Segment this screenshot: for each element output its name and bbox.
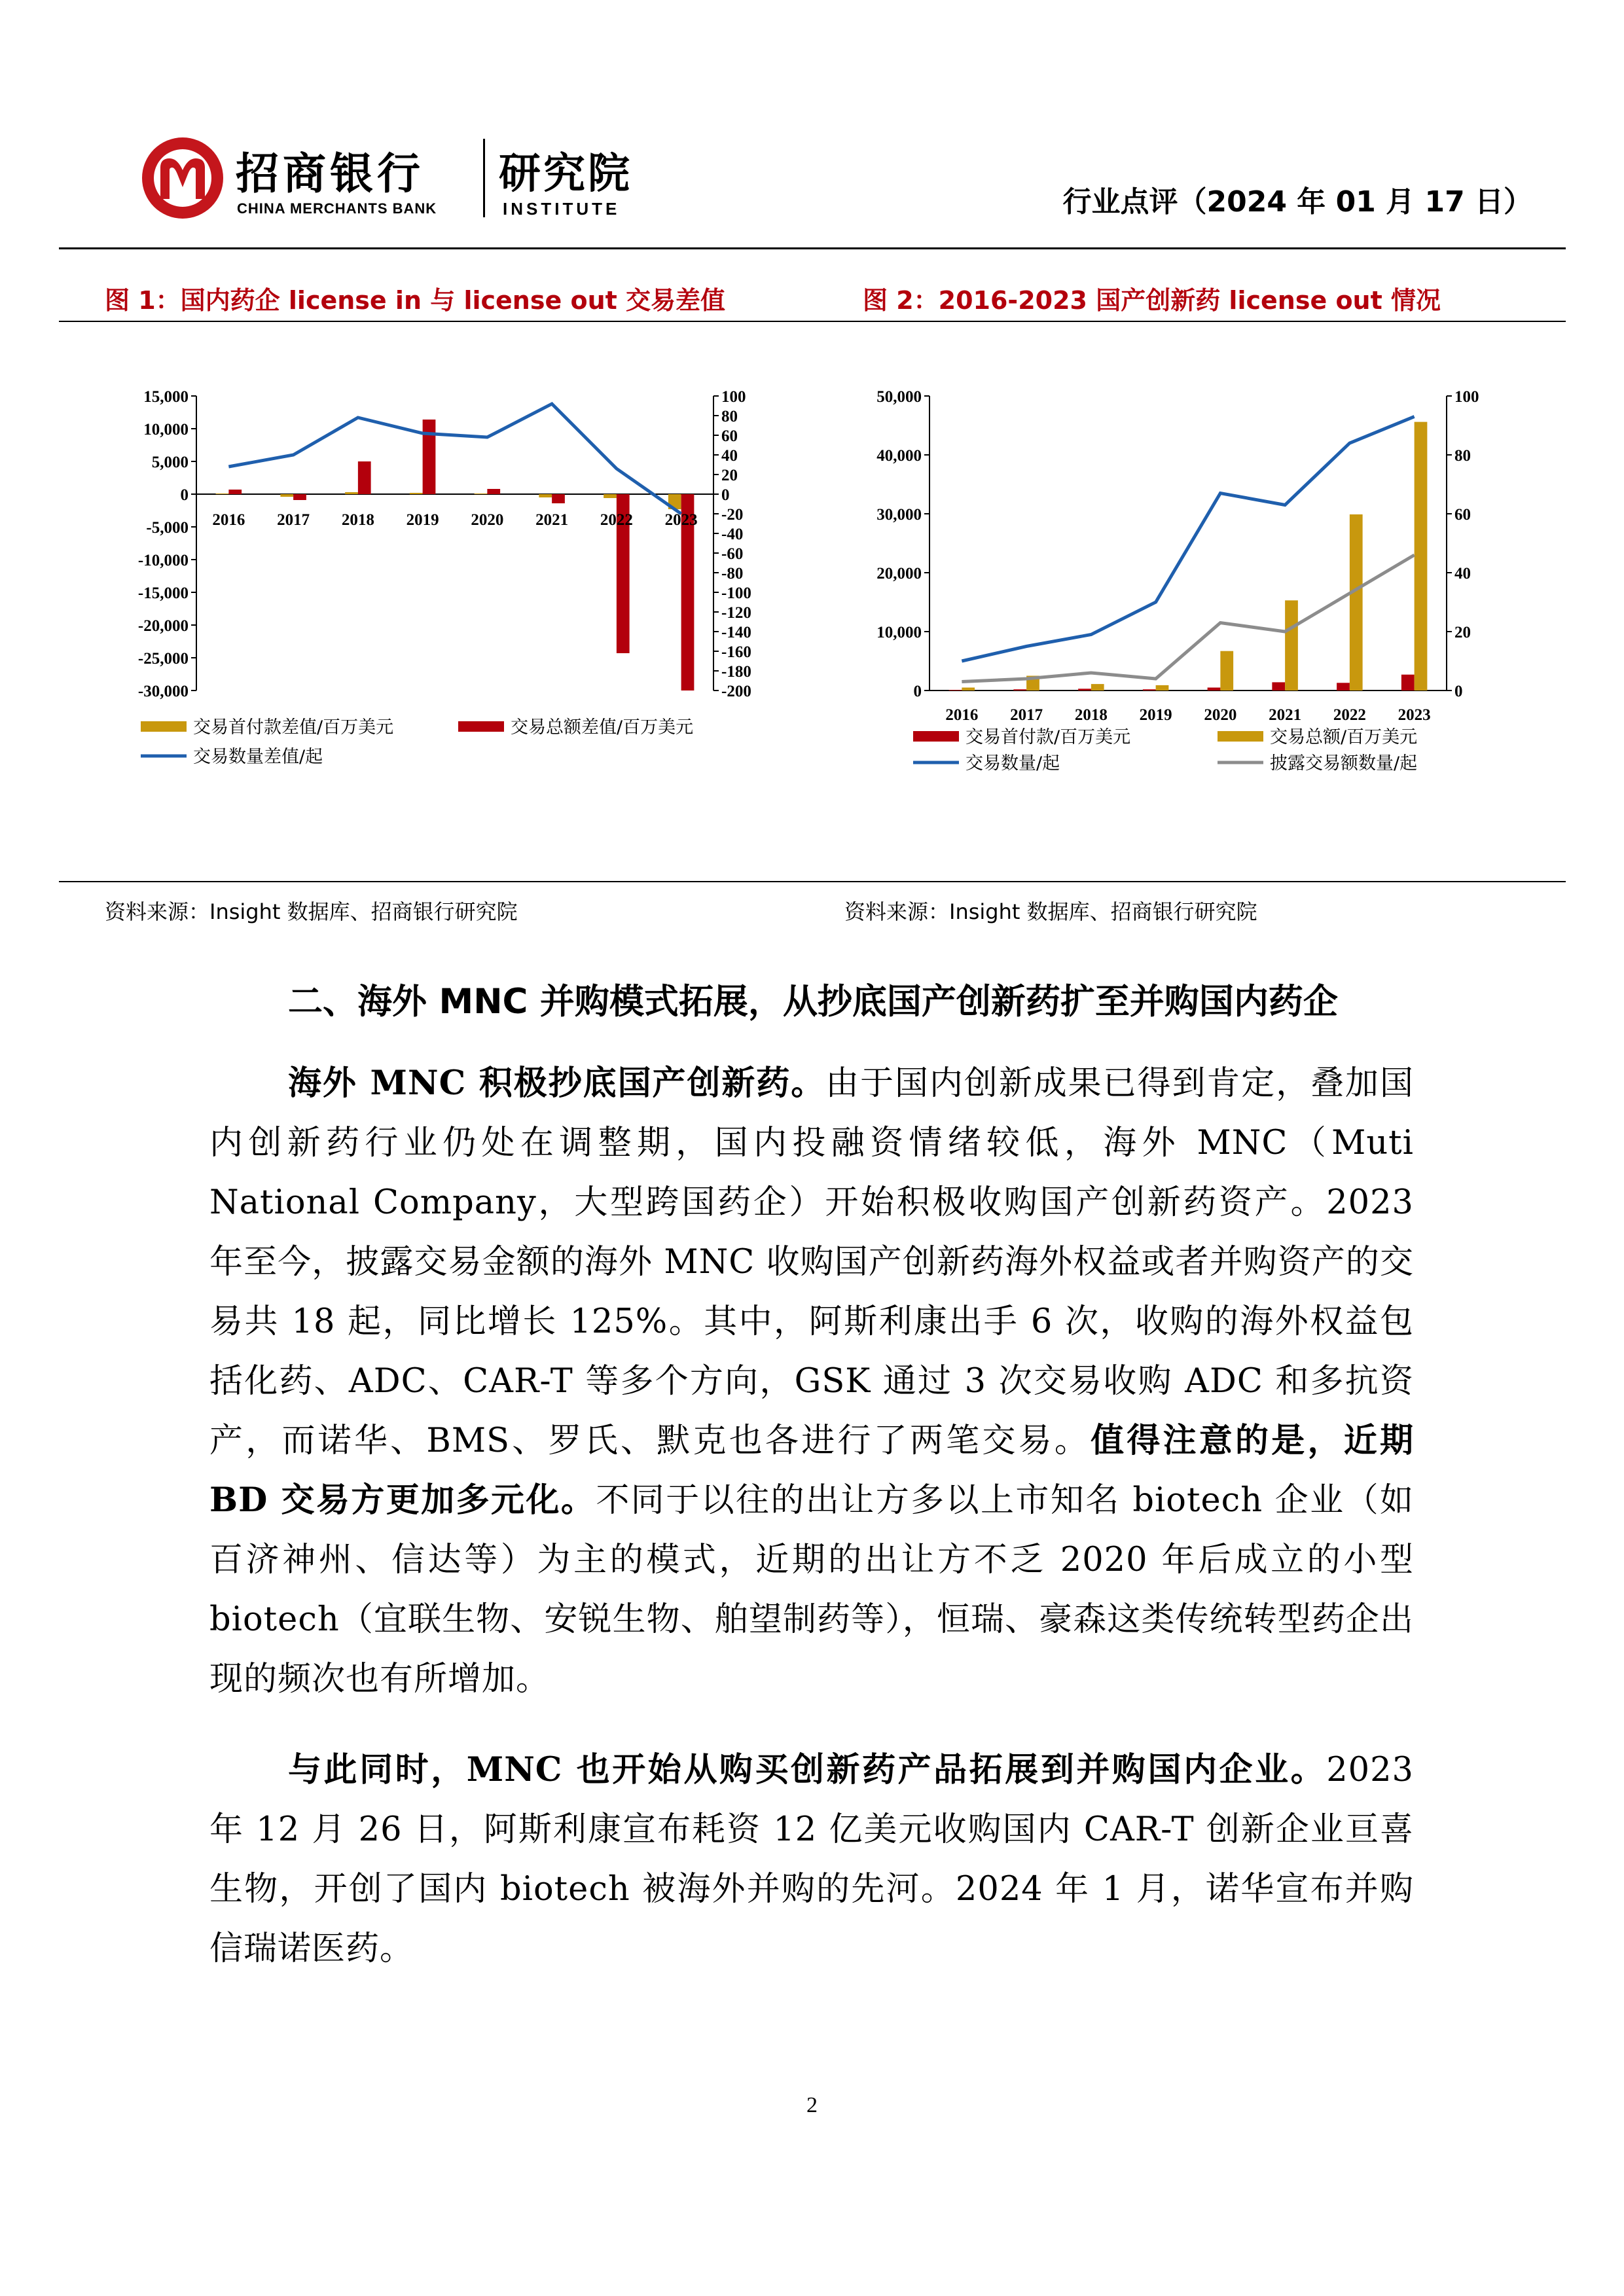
bar-2021 — [1272, 682, 1285, 691]
paragraph-1-lead: 海外 MNC 积极抄底国产创新药。 — [288, 1064, 826, 1103]
right-tick-label: 60 — [721, 427, 738, 445]
left-tick-label: 40,000 — [876, 447, 922, 465]
bank-name-cn: 招商银行 — [236, 149, 424, 199]
bar-2018 — [345, 492, 358, 494]
bar-2017 — [1013, 689, 1026, 691]
left-tick-label: 15,000 — [143, 388, 189, 406]
legend-label: 交易首付款/百万美元 — [965, 727, 1131, 747]
right-tick-label: 0 — [1454, 683, 1463, 700]
bar-2019 — [1156, 685, 1169, 691]
right-tick-label: 100 — [1454, 388, 1479, 406]
series-line — [962, 417, 1414, 662]
legend-swatch — [1218, 731, 1263, 742]
header-divider — [483, 139, 485, 217]
left-tick-label: 20,000 — [876, 565, 922, 583]
left-tick-label: 10,000 — [876, 624, 922, 641]
right-tick-label: 20 — [1454, 624, 1471, 641]
x-tick-label: 2019 — [406, 511, 439, 529]
x-tick-label: 2017 — [1010, 706, 1043, 724]
legend-label: 交易总额差值/百万美元 — [511, 717, 694, 738]
bar-2016 — [216, 493, 229, 494]
bar-2023 — [1415, 422, 1428, 691]
paragraph-2-lead: 与此同时，MNC 也开始从购买创新药产品拓展到并购国内企业。 — [288, 1750, 1327, 1789]
figure1-source: 资料来源：Insight 数据库、招商银行研究院 — [105, 899, 518, 924]
institute-name-cn: 研究院 — [499, 150, 632, 198]
bar-2019 — [410, 493, 423, 494]
legend-swatch — [141, 721, 187, 732]
left-tick-label: -15,000 — [137, 584, 189, 602]
bar-2021 — [539, 494, 552, 497]
x-tick-label: 2016 — [212, 511, 245, 529]
paragraph-1-highlight: 值得注意的是，近期 BD 交易方更加多元化。 — [209, 1421, 1414, 1520]
bar-2023 — [1401, 675, 1415, 691]
figure2-chart — [851, 373, 1538, 792]
header-rule — [59, 247, 1566, 249]
figure1-chart — [105, 373, 792, 792]
bar-2021 — [1285, 600, 1298, 691]
paragraph-2-text: 2023 年 12 月 26 日，阿斯利康宣布耗资 12 亿美元收购国内 CAR-T 创新企业亘喜生物，开创了国内 biotech 被海外并购的先河。2024 年 1 月，诺华宣布并购信瑞诺医药。 — [209, 1751, 1414, 1968]
right-tick-label: 60 — [1454, 506, 1471, 524]
legend-label: 交易首付款差值/百万美元 — [193, 717, 394, 738]
bar-2022 — [1350, 514, 1363, 691]
x-tick-label: 2018 — [1074, 706, 1108, 724]
left-tick-label: -20,000 — [137, 617, 189, 635]
paragraph-1 — [209, 1054, 1414, 1709]
right-tick-label: -100 — [721, 584, 751, 602]
x-tick-label: 2016 — [945, 706, 979, 724]
right-tick-label: -160 — [721, 643, 751, 661]
legend-swatch — [913, 731, 959, 742]
right-tick-label: -80 — [721, 565, 744, 583]
series-line — [962, 555, 1414, 682]
x-tick-label: 2023 — [1398, 706, 1431, 724]
right-tick-label: 40 — [1454, 565, 1471, 583]
figure2-title: 图 2：2016-2023 国产创新药 license out 情况 — [863, 286, 1441, 315]
left-tick-label: -10,000 — [137, 552, 189, 569]
right-tick-label: -20 — [721, 506, 744, 524]
bar-2019 — [423, 420, 436, 494]
right-tick-label: -140 — [721, 624, 751, 641]
bank-logo-icon — [141, 136, 225, 220]
right-tick-label: 80 — [1454, 447, 1471, 465]
bar-2020 — [475, 493, 488, 494]
x-tick-label: 2018 — [341, 511, 374, 529]
paragraph-1-text-2: 不同于以往的出让方多以上市知名 biotech 企业（如百济神州、信达等）为主的模式，近期的出让方不乏 2020 年后成立的小型 biotech（宜联生物、安锐生物、舶望制药等），恒瑞、豪森这类传统转型药企出现的频次也有所增加。 — [209, 1481, 1414, 1698]
bar-2016 — [949, 690, 962, 691]
right-tick-label: 100 — [721, 388, 746, 406]
right-tick-label: 0 — [721, 486, 730, 504]
paragraph-1-text: 由于国内创新成果已得到肯定，叠加国内创新药行业仍处在调整期，国内投融资情绪较低，海外 MNC（Muti National Company，大型跨国药企）开始积极收购国产创新药资产。2023 年至今，披露交易金额的海外 MNC 收购国产创新药海外权益或者并购资产的交易共 18 起，同比增长 125%。其中，阿斯利康出手 6 次，收购的海外权益包括化药、ADC、CAR-T 等多个方向，GSK 通过 3 次交易收购 ADC 和多抗资产，而诺华、BMS、罗氏、默克也各进行了两笔交易。 — [209, 1064, 1414, 1460]
bar-2018 — [358, 461, 371, 494]
x-tick-label: 2022 — [600, 511, 633, 529]
x-tick-label: 2019 — [1139, 706, 1172, 724]
right-tick-label: 80 — [721, 408, 738, 425]
right-tick-label: -200 — [721, 683, 751, 700]
left-tick-label: 0 — [180, 486, 189, 504]
left-tick-label: 50,000 — [876, 388, 922, 406]
left-tick-label: 10,000 — [143, 421, 189, 439]
page-number: 2 — [806, 2093, 818, 2117]
bar-2022 — [1337, 683, 1350, 691]
x-tick-label: 2021 — [535, 511, 569, 529]
legend-label: 交易总额/百万美元 — [1270, 727, 1418, 747]
bank-logo — [141, 136, 225, 220]
bar-2017 — [293, 494, 306, 500]
legend-swatch — [458, 721, 504, 732]
x-tick-label: 2020 — [471, 511, 504, 529]
x-tick-label: 2023 — [664, 511, 698, 529]
bar-2018 — [1078, 689, 1091, 691]
left-tick-label: 30,000 — [876, 506, 922, 524]
right-tick-label: -40 — [721, 526, 744, 543]
section-title: 二、海外 MNC 并购模式拓展，从抄底国产创新药扩至并购国内药企 — [288, 982, 1338, 1022]
left-tick-label: -5,000 — [146, 519, 189, 537]
bar-2021 — [552, 494, 565, 503]
right-tick-label: -60 — [721, 545, 744, 563]
bar-2020 — [1220, 651, 1233, 691]
right-tick-label: -120 — [721, 604, 751, 622]
legend-label: 交易数量差值/起 — [193, 747, 323, 767]
bank-name-en: CHINA MERCHANTS BANK — [237, 200, 437, 217]
left-tick-label: -30,000 — [137, 683, 189, 700]
bar-2016 — [962, 688, 975, 691]
x-tick-label: 2017 — [277, 511, 310, 529]
left-tick-label: 0 — [913, 683, 922, 700]
bar-2019 — [1143, 689, 1156, 691]
right-tick-label: 20 — [721, 467, 738, 484]
left-tick-label: 5,000 — [151, 454, 189, 471]
legend-label: 交易数量/起 — [965, 753, 1060, 774]
figure1-title: 图 1：国内药企 license in 与 license out 交易差值 — [105, 286, 726, 315]
figure-bottom-rule — [59, 881, 1566, 882]
bar-2018 — [1091, 684, 1104, 691]
legend-label: 披露交易额数量/起 — [1270, 753, 1418, 774]
bar-2022 — [604, 494, 617, 498]
bar-2020 — [487, 489, 500, 494]
institute-name-en: INSTITUTE — [503, 199, 621, 219]
bar-2020 — [1208, 688, 1221, 691]
right-tick-label: 40 — [721, 447, 738, 465]
x-tick-label: 2020 — [1204, 706, 1237, 724]
left-tick-label: -25,000 — [137, 650, 189, 668]
paragraph-2 — [209, 1740, 1414, 1979]
report-type-date: 行业点评（2024 年 01 月 17 日） — [1062, 185, 1532, 219]
bar-2016 — [228, 490, 242, 494]
figure2-source: 资料来源：Insight 数据库、招商银行研究院 — [844, 899, 1257, 924]
figure-title-rule — [59, 321, 1566, 322]
bar-2017 — [280, 494, 293, 497]
x-tick-label: 2022 — [1333, 706, 1366, 724]
x-tick-label: 2021 — [1269, 706, 1302, 724]
right-tick-label: -180 — [721, 663, 751, 681]
